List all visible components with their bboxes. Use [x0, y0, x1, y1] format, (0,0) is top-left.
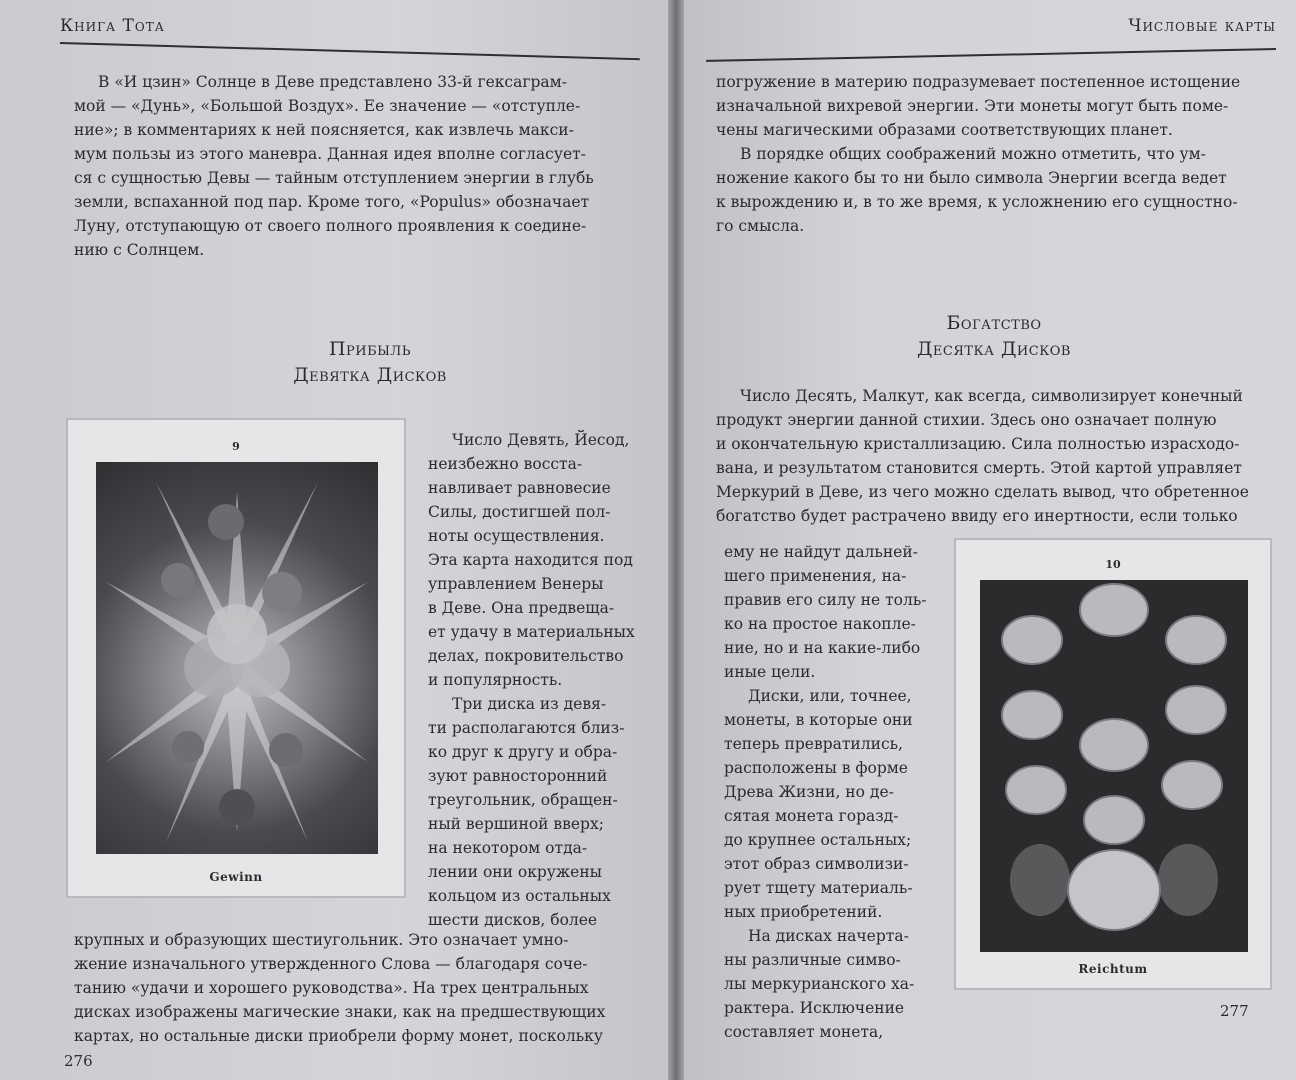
tree-of-life-coins — [980, 580, 1248, 952]
text-line: чены магическими образами соответствующих планет. — [716, 121, 1173, 139]
ten-of-disks-card — [954, 538, 1272, 990]
left-section-heading — [220, 336, 520, 388]
text-line: ный вершиной вверх; — [428, 815, 604, 833]
text-line: сятая монета горазд- — [724, 807, 899, 825]
text-line: теперь превратились, — [724, 735, 903, 753]
nine-of-disks-card — [66, 418, 406, 898]
text-line: на некотором отда- — [428, 839, 588, 857]
text-line: ко на простое накопле- — [724, 615, 916, 633]
heading-subtitle: Десятка Дисков — [916, 338, 1071, 360]
text-line: мум пользы из этого маневра. Данная идея вполне согласует- — [74, 145, 586, 163]
card-number: 9 — [232, 440, 240, 453]
text-line: расположены в форме — [724, 759, 908, 777]
left-header-rule — [60, 42, 640, 60]
text-line: Эта карта находится под — [428, 551, 633, 569]
left-page-number: 276 — [64, 1052, 93, 1070]
right-page-number: 277 — [1220, 1002, 1249, 1020]
left-intro-paragraph — [74, 70, 640, 262]
right-page — [684, 0, 1296, 1080]
text-line: ны различные симво- — [724, 951, 901, 969]
text-line: крупных и образующих шестиугольник. Это означает умно- — [74, 931, 569, 949]
text-line: В порядке общих соображений можно отметить, что ум- — [740, 145, 1206, 163]
text-line: жение изначального утвержденного Слова — благодаря соче- — [74, 955, 588, 973]
book-gutter — [668, 0, 684, 1080]
right-section-heading — [844, 310, 1144, 362]
text-line: ет удачу в материальных — [428, 623, 635, 641]
text-line: земли, вспаханной под пар. Кроме того, «Populus» обозначает — [74, 193, 590, 211]
text-line: ножение какого бы то ни было символа Энергии всегда ведет — [716, 169, 1227, 187]
text-line: до крупнее остальных; — [724, 831, 912, 849]
text-line: ние»; в комментариях к ней поясняется, как извлечь макси- — [74, 121, 574, 139]
right-running-head: Числовые карты — [1128, 16, 1276, 36]
right-top-paragraph — [716, 70, 1280, 238]
text-line: навливает равновесие — [428, 479, 611, 497]
text-line: картах, но остальные диски приобрели форму монет, поскольку — [74, 1027, 603, 1045]
text-line: вана, и результатом становится смерть. Этой картой управляет — [716, 459, 1242, 477]
text-line: Луну, отступающую от своего полного проявления к соедине- — [74, 217, 587, 235]
text-line: лы меркурианского ха- — [724, 975, 915, 993]
text-line: дисках изображены магические знаки, как на предшествующих — [74, 1003, 606, 1021]
heading-title: Богатство — [946, 312, 1042, 334]
text-line: в Деве. Она предвеща- — [428, 599, 615, 617]
text-line: лении они окружены — [428, 863, 603, 881]
text-line: богатство будет растрачено ввиду его инертности, если только — [716, 507, 1238, 525]
text-line: погружение в материю подразумевает постепенное истощение — [716, 73, 1241, 91]
text-line: монеты, в которые они — [724, 711, 913, 729]
text-line: и популярность. — [428, 671, 563, 689]
text-line: правив его силу не толь- — [724, 591, 927, 609]
text-line: рует тщету материаль- — [724, 879, 913, 897]
text-line: к вырождению и, в то же время, к усложнению его сущностно- — [716, 193, 1238, 211]
text-line: рактера. Исключение — [724, 999, 905, 1017]
text-line: нию с Солнцем. — [74, 241, 205, 259]
text-line: го смысла. — [716, 217, 805, 235]
text-line: танию «удачи и хорошего руководства». На трех центральных — [74, 979, 589, 997]
text-line: Число Десять, Малкут, как всегда, символизирует конечный — [740, 387, 1243, 405]
left-running-head: Книга Тота — [60, 16, 165, 36]
heading-subtitle: Девятка Дисков — [293, 364, 447, 386]
left-column-text — [428, 428, 638, 932]
text-line: составляет монета, — [724, 1023, 884, 1041]
card-artwork — [96, 462, 378, 854]
text-line: ние, но и на какие-либо — [724, 639, 921, 657]
text-line: Силы, достигшей пол- — [428, 503, 611, 521]
right-column-text — [724, 540, 940, 1044]
text-line: ему не найдут дальней- — [724, 543, 918, 561]
card-artwork — [980, 580, 1248, 952]
text-line: шести дисков, более — [428, 911, 598, 929]
disks-illustration — [96, 462, 378, 854]
text-line: В «И цзин» Солнце в Деве представлено 33-й гексаграм- — [98, 73, 567, 91]
text-line: Диски, или, точнее, — [748, 687, 912, 705]
text-line: Три диска из девя- — [452, 695, 607, 713]
text-line: ти располагаются близ- — [428, 719, 625, 737]
text-line: Число Девять, Йесод, — [452, 431, 630, 449]
right-header-rule — [706, 48, 1276, 62]
text-line: На дисках начерта- — [748, 927, 909, 945]
left-bottom-paragraph — [74, 928, 640, 1048]
text-line: мой — «Дунь», «Большой Воздух». Ее значение — «отступле- — [74, 97, 581, 115]
text-line: этот образ символизи- — [724, 855, 909, 873]
text-line: ся с сущностью Девы — тайным отступлением энергии в глубь — [74, 169, 594, 187]
text-line: делах, покровительство — [428, 647, 624, 665]
text-line: Древа Жизни, но де- — [724, 783, 894, 801]
text-line: зуют равносторонний — [428, 767, 608, 785]
heading-title: Прибыль — [328, 338, 412, 360]
text-line: управлением Венеры — [428, 575, 604, 593]
text-line: ноты осуществления. — [428, 527, 605, 545]
text-line: изначальной вихревой энергии. Эти монеты могут быть поме- — [716, 97, 1229, 115]
text-line: неизбежно восста- — [428, 455, 583, 473]
text-line: Меркурий в Деве, из чего можно сделать вывод, что обретенное — [716, 483, 1249, 501]
card-name-label: Gewinn — [209, 870, 263, 884]
text-line: ных приобретений. — [724, 903, 883, 921]
text-line: кольцом из остальных — [428, 887, 611, 905]
card-number: 10 — [1105, 558, 1121, 571]
text-line: иные цели. — [724, 663, 816, 681]
text-line: продукт энергии данной стихии. Здесь оно означает полную — [716, 411, 1217, 429]
card-name-label: Reichtum — [1078, 962, 1148, 976]
text-line: ко друг к другу и обра- — [428, 743, 618, 761]
text-line: шего применения, на- — [724, 567, 907, 585]
text-line: и окончательную кристаллизацию. Сила полностью израсходо- — [716, 435, 1240, 453]
text-line: треугольник, обращен- — [428, 791, 618, 809]
right-main-paragraph — [716, 384, 1280, 528]
